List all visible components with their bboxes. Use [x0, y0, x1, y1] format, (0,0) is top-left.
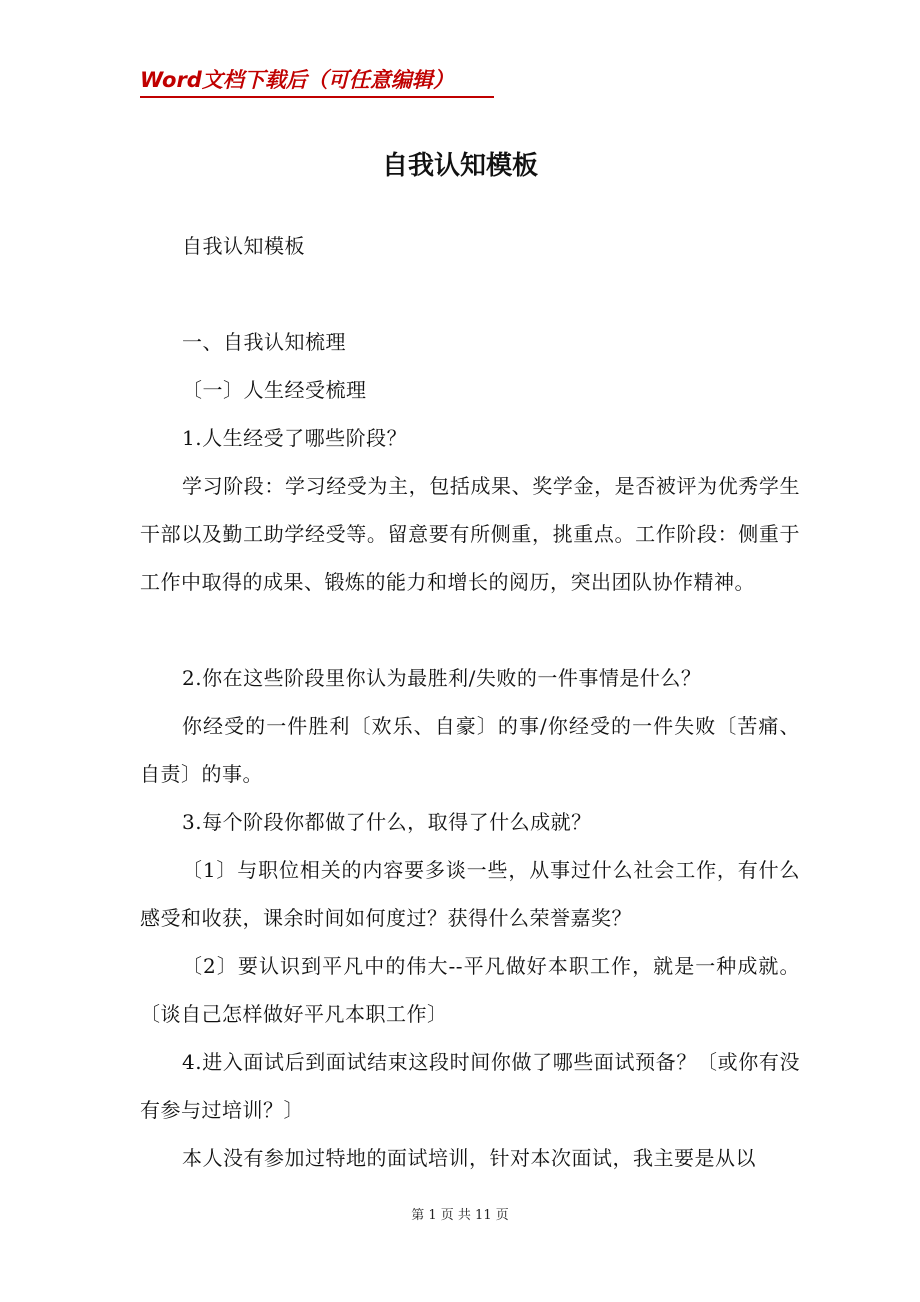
question-1: 1.人生经受了哪些阶段？ [182, 426, 408, 450]
answer-4: 本人没有参加过特地的面试培训，针对本次面试，我主要是从以 [182, 1146, 756, 1170]
download-banner-text: Word文档下载后（可任意编辑） [140, 68, 454, 92]
answer-3-item-2: 〔2〕要认识到平凡中的伟大--平凡做好本职工作，就是一种成就。〔谈自己怎样做好平凡本职工作〕 [140, 954, 800, 1026]
question-2: 2.你在这些阶段里你认为最胜利/失败的一件事情是什么？ [182, 666, 702, 690]
page-number: 第 1 页 共 11 页 [411, 1208, 509, 1223]
section-heading: 一、自我认知梳理 [182, 330, 346, 354]
answer-3-item-1: 〔1〕与职位相关的内容要多谈一些，从事过什么社会工作，有什么感受和收获，课余时间如何度过？获得什么荣誉嘉奖？ [140, 858, 800, 930]
paragraph-subtitle: 自我认知模板 [182, 234, 305, 258]
download-banner [140, 64, 494, 98]
document-title: 自我认知模板 [381, 151, 538, 181]
answer-1: 学习阶段：学习经受为主，包括成果、奖学金，是否被评为优秀学生干部以及勤工助学经受等。留意要有所侧重，挑重点。工作阶段：侧重于工作中取得的成果、锻炼的能力和增长的阅历，突出团队协作精神。 [140, 474, 800, 594]
question-3: 3.每个阶段你都做了什么，取得了什么成就？ [182, 810, 592, 834]
question-4: 4.进入面试后到面试结束这段时间你做了哪些面试预备？〔或你有没有参与过培训？〕 [140, 1050, 800, 1122]
subsection-heading: 〔一〕人生经受梳理 [182, 378, 367, 402]
answer-2: 你经受的一件胜利〔欢乐、自豪〕的事/你经受的一件失败〔苦痛、自责〕的事。 [140, 714, 800, 786]
